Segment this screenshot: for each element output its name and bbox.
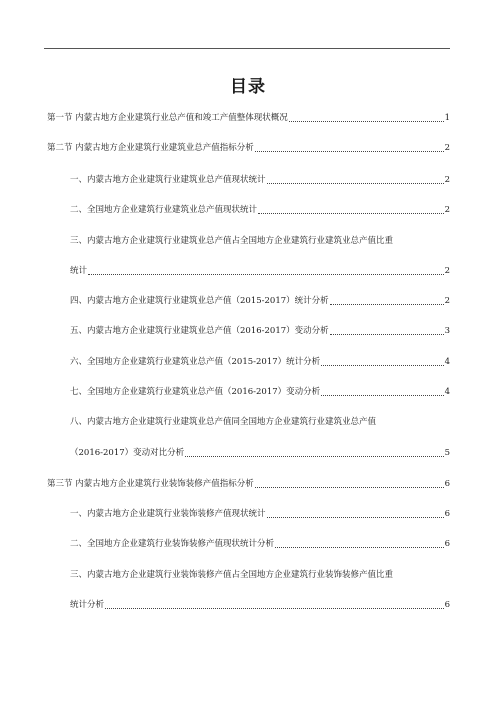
toc-page-number: 2 <box>444 175 450 185</box>
dot-leader <box>267 509 444 518</box>
dot-leader <box>88 266 444 275</box>
toc-page-number: 4 <box>444 357 450 367</box>
toc-entry-text-cont: 统计分析 <box>70 600 105 610</box>
toc-entry-3-2[interactable] <box>70 536 450 550</box>
toc-entry-text: 四、内蒙古地方企业建筑行业建筑业总产值（2015-2017）统计分析 <box>70 296 329 306</box>
toc-entry-2-7[interactable] <box>70 384 450 398</box>
dot-leader <box>321 387 443 396</box>
toc-entry-3-1[interactable] <box>70 506 450 520</box>
toc-entry-2-6[interactable] <box>70 354 450 368</box>
toc-entry-text: 八、内蒙古地方企业建筑行业建筑业总产值同全国地方企业建筑行业建筑业总产值 <box>70 417 377 427</box>
toc-entry-text-cont: 统计 <box>70 266 88 276</box>
toc-page-number: 5 <box>444 448 450 458</box>
toc-page-number: 6 <box>444 600 450 610</box>
toc-entry-section-3[interactable] <box>47 476 450 490</box>
toc-entry-text: 三、内蒙古地方企业建筑行业装饰装修产值占全国地方企业建筑行业装饰装修产值比重 <box>70 570 394 580</box>
toc-page-number: 1 <box>444 113 450 123</box>
toc-entry-text: 六、全国地方企业建筑行业建筑业总产值（2015-2017）统计分析 <box>70 357 321 367</box>
dot-leader <box>275 539 444 548</box>
toc-entry-2-1[interactable] <box>70 172 450 186</box>
toc-entry-2-2[interactable] <box>70 202 450 216</box>
dot-leader <box>321 357 443 366</box>
toc-entry-text: 二、全国地方企业建筑行业装饰装修产值现状统计分析 <box>70 539 275 549</box>
dot-leader <box>330 296 444 305</box>
toc-entry-section-1[interactable] <box>47 110 450 124</box>
toc-entry-3-3[interactable] <box>70 567 450 581</box>
toc-entry-text: 一、内蒙古地方企业建筑行业建筑业总产值现状统计 <box>70 175 266 185</box>
toc-entry-2-4[interactable] <box>70 293 450 307</box>
dot-leader <box>105 600 444 609</box>
toc-page-number: 4 <box>444 387 450 397</box>
toc-page-number: 2 <box>444 205 450 215</box>
toc-entry-2-3-continued[interactable] <box>70 263 450 277</box>
dot-leader <box>258 205 444 214</box>
toc-entry-3-3-continued[interactable] <box>70 597 450 611</box>
toc-entry-text: 第二节 内蒙古地方企业建筑行业建筑业总产值指标分析 <box>47 143 254 153</box>
toc-entry-2-8[interactable] <box>70 414 450 428</box>
toc-entry-section-2[interactable] <box>47 140 450 154</box>
toc-title: 目录 <box>230 77 266 97</box>
toc-page-number: 2 <box>444 143 450 153</box>
toc-entry-text: 三、内蒙古地方企业建筑行业建筑业总产值占全国地方企业建筑行业建筑业总产值比重 <box>70 236 394 246</box>
toc-entry-text: 七、全国地方企业建筑行业建筑业总产值（2016-2017）变动分析 <box>70 387 321 397</box>
toc-page-number: 2 <box>444 296 450 306</box>
toc-page-number: 2 <box>444 266 450 276</box>
dot-leader <box>255 143 444 152</box>
dot-leader <box>185 448 443 457</box>
toc-entry-text-cont: （2016-2017）变动对比分析 <box>70 448 185 458</box>
toc-entry-text: 二、全国地方企业建筑行业建筑业总产值现状统计 <box>70 205 258 215</box>
dot-leader <box>267 175 444 184</box>
toc-entry-text: 五、内蒙古地方企业建筑行业建筑业总产值（2016-2017）变动分析 <box>70 326 329 336</box>
toc-entry-2-8-continued[interactable] <box>70 445 450 459</box>
dot-leader <box>255 479 444 488</box>
toc-entry-2-5[interactable] <box>70 323 450 337</box>
dot-leader <box>289 113 444 122</box>
toc-page-number: 6 <box>444 479 450 489</box>
toc-page-number: 3 <box>444 326 450 336</box>
toc-entry-2-3[interactable] <box>70 233 450 247</box>
toc-page-number: 6 <box>444 509 450 519</box>
toc-entry-text: 第一节 内蒙古地方企业建筑行业总产值和竣工产值整体现状概况 <box>47 113 288 123</box>
toc-entry-text: 第三节 内蒙古地方企业建筑行业装饰装修产值指标分析 <box>47 479 254 489</box>
dot-leader <box>330 326 444 335</box>
toc-page-number: 6 <box>444 539 450 549</box>
toc-entry-text: 一、内蒙古地方企业建筑行业装饰装修产值现状统计 <box>70 509 266 519</box>
